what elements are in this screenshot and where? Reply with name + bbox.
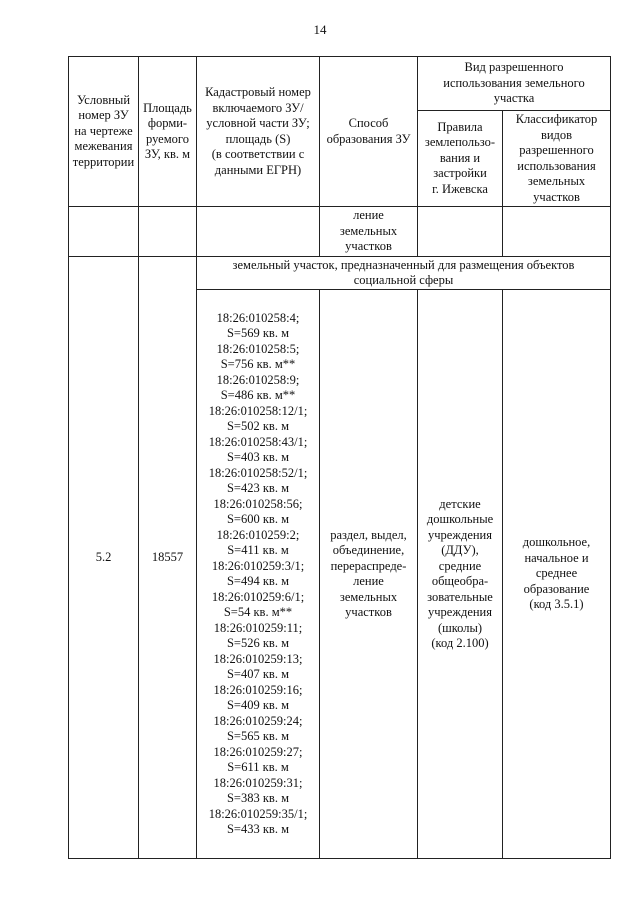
cadastral-line: 18:26:010259:31; bbox=[213, 775, 303, 790]
cadastral-line: 18:26:010258:12/1; bbox=[208, 403, 308, 418]
header-permitted-use: Вид разрешенного использования земельного участка bbox=[418, 57, 611, 111]
header-cadastral: Кадастровый номер включаемого ЗУ/ условной части ЗУ; площадь (S) (в соответствии с данными ЕГРН) bbox=[197, 57, 320, 207]
cadastral-line: S=600 кв. м bbox=[226, 512, 289, 526]
classifier-cell: дошкольное, начальное и среднее образование (код 3.5.1) bbox=[503, 290, 611, 859]
area-cell: 18557 bbox=[139, 257, 197, 859]
cadastral-line: 18:26:010259:35/1; bbox=[208, 806, 308, 821]
continuation-classifier bbox=[503, 207, 611, 257]
cadastral-line: 18:26:010258:4; bbox=[216, 310, 300, 325]
cadastral-line: S=526 кв. м bbox=[226, 636, 289, 650]
cadastral-line: S=403 кв. м bbox=[226, 450, 289, 464]
cadastral-line: S=502 кв. м bbox=[226, 419, 289, 433]
cadastral-line: S=407 кв. м bbox=[226, 667, 289, 681]
cadastral-line: S=409 кв. м bbox=[226, 698, 289, 712]
continuation-area bbox=[139, 207, 197, 257]
cadastral-list-cell bbox=[197, 290, 320, 859]
continuation-cadastral bbox=[197, 207, 320, 257]
cadastral-line: S=611 кв. м bbox=[227, 760, 289, 774]
cadastral-line: 18:26:010259:16; bbox=[213, 682, 303, 697]
land-plots-table bbox=[68, 56, 611, 859]
cadastral-line: S=756 кв. м** bbox=[220, 357, 296, 371]
header-area: Площадь форми- руемого ЗУ, кв. м bbox=[139, 57, 197, 207]
zu-number-cell: 5.2 bbox=[69, 257, 139, 859]
cadastral-line: S=423 кв. м bbox=[226, 481, 289, 495]
cadastral-line: 18:26:010258:56; bbox=[213, 496, 303, 511]
header-classifier: Классификатор видов разрешенного использования земельных участков bbox=[503, 111, 611, 207]
header-method: Способ образования ЗУ bbox=[320, 57, 418, 207]
cadastral-line: S=486 кв. м** bbox=[220, 388, 296, 402]
cadastral-line: 18:26:010258:52/1; bbox=[208, 465, 308, 480]
page-number: 14 bbox=[313, 22, 327, 37]
cadastral-line: 18:26:010259:6/1; bbox=[211, 589, 305, 604]
cadastral-line: 18:26:010258:43/1; bbox=[208, 434, 308, 449]
section-title: земельный участок, предназначенный для размещения объектов социальной сферы bbox=[197, 257, 611, 290]
cadastral-line: S=411 кв. м bbox=[227, 543, 289, 557]
cadastral-line: S=565 кв. м bbox=[226, 729, 289, 743]
cadastral-line: S=383 кв. м bbox=[226, 791, 289, 805]
header-zu-number: Условный номер ЗУ на чертеже межевания территории bbox=[69, 57, 139, 207]
cadastral-line: 18:26:010259:2; bbox=[216, 527, 300, 542]
cadastral-line: S=54 кв. м** bbox=[223, 605, 293, 619]
continuation-method: ление земельных участков bbox=[320, 207, 418, 257]
cadastral-line: 18:26:010259:27; bbox=[213, 744, 303, 759]
cadastral-line: 18:26:010259:3/1; bbox=[211, 558, 305, 573]
header-rules: Правила землепользо- вания и застройки г. Ижевска bbox=[418, 111, 503, 207]
cadastral-line: S=569 кв. м bbox=[226, 326, 289, 340]
cadastral-line: 18:26:010259:24; bbox=[213, 713, 303, 728]
rules-cell: детские дошкольные учреждения (ДДУ), средние общеобра- зовательные учреждения (школы) (код 2.100) bbox=[418, 290, 503, 859]
cadastral-line: 18:26:010258:5; bbox=[216, 341, 300, 356]
cadastral-line: 18:26:010259:13; bbox=[213, 651, 303, 666]
cadastral-line: S=494 кв. м bbox=[226, 574, 289, 588]
cadastral-line: S=433 кв. м bbox=[226, 822, 289, 836]
continuation-rules bbox=[418, 207, 503, 257]
cadastral-line: 18:26:010258:9; bbox=[216, 372, 300, 387]
cadastral-line: 18:26:010259:11; bbox=[213, 620, 303, 635]
continuation-zu-number bbox=[69, 207, 139, 257]
method-cell: раздел, выдел, объединение, перераспреде- ление земельных участков bbox=[320, 290, 418, 859]
